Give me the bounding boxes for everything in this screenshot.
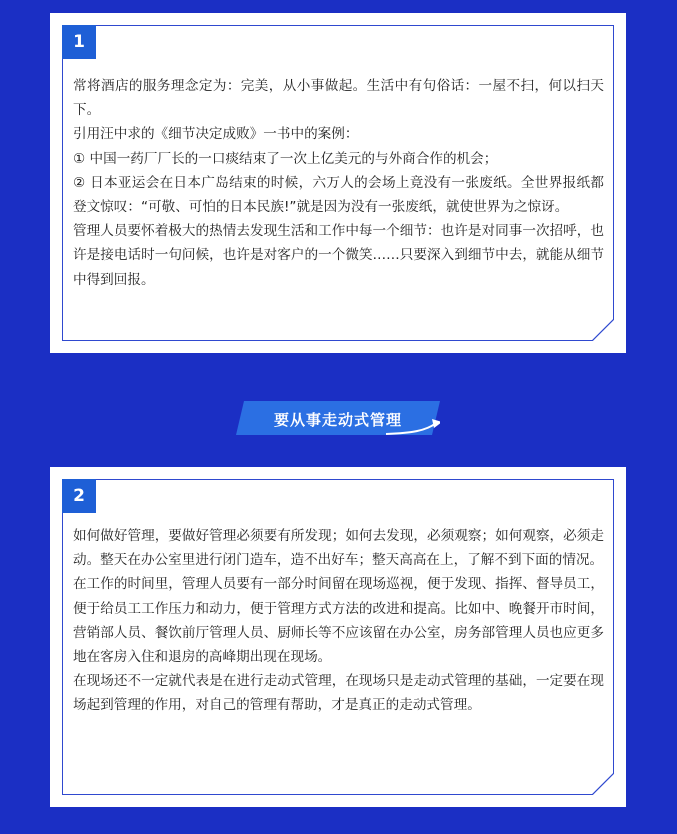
content-card-2 [50, 467, 626, 807]
card-number-badge: 2 [62, 479, 96, 513]
paragraph: ② 日本亚运会在日本广岛结束的时候，六万人的会场上竟没有一张废纸。全世界报纸都登文惊叹：“可敬、可怕的日本民族!”就是因为没有一张废纸，就使世界为之惊讶。 [73, 174, 604, 216]
section-title-banner [236, 401, 440, 437]
corner-decoration-icon [592, 319, 614, 341]
section-title: 要从事走动式管理 [273, 411, 402, 429]
paragraph: ① 中国一药厂厂长的一口痰结束了一次上亿美元的与外商合作的机会； [73, 150, 498, 167]
card-body [73, 74, 604, 292]
corner-decoration-icon [592, 773, 614, 795]
paragraph: 如何做好管理，要做好管理必须要有所发现；如何去发现，必须观察；如何观察，必须走动。整天在办公室里进行闭门造车，造不出好车；整天高高在上，了解不到下面的情况。 [73, 528, 604, 569]
paragraph: 管理人员要怀着极大的热情去发现生活和工作中每一个细节：也许是对同事一次招呼，也许是接电话时一句问候，也许是对客户的一个微笑……只要深入到细节中去，就能从细节中得到回报。 [73, 223, 604, 288]
paragraph: 在工作的时间里，管理人员要有一部分时间留在现场巡视，便于发现、指挥、督导员工，便于给员工工作压力和动力，便于管理方式方法的改进和提高。比如中、晚餐开市时间，营销部人员、餐饮前厅管理人员、厨师长等不应该留在办公室，房务部管理人员也应更多地在客房入住和退房的高峰期出现在现场。 [73, 576, 604, 666]
content-card-1 [50, 13, 626, 353]
paragraph: 在现场还不一定就代表是在进行走动式管理，在现场只是走动式管理的基础，一定要在现场起到管理的作用，对自己的管理有帮助，才是真正的走动式管理。 [73, 673, 604, 714]
paragraph: 引用汪中求的《细节决定成败》一书中的案例： [73, 126, 359, 143]
card-body [73, 524, 604, 718]
card-number-badge: 1 [62, 25, 96, 59]
paragraph: 常将酒店的服务理念定为：完美，从小事做起。生活中有句俗话：一屋不扫，何以扫天下。 [73, 78, 604, 119]
